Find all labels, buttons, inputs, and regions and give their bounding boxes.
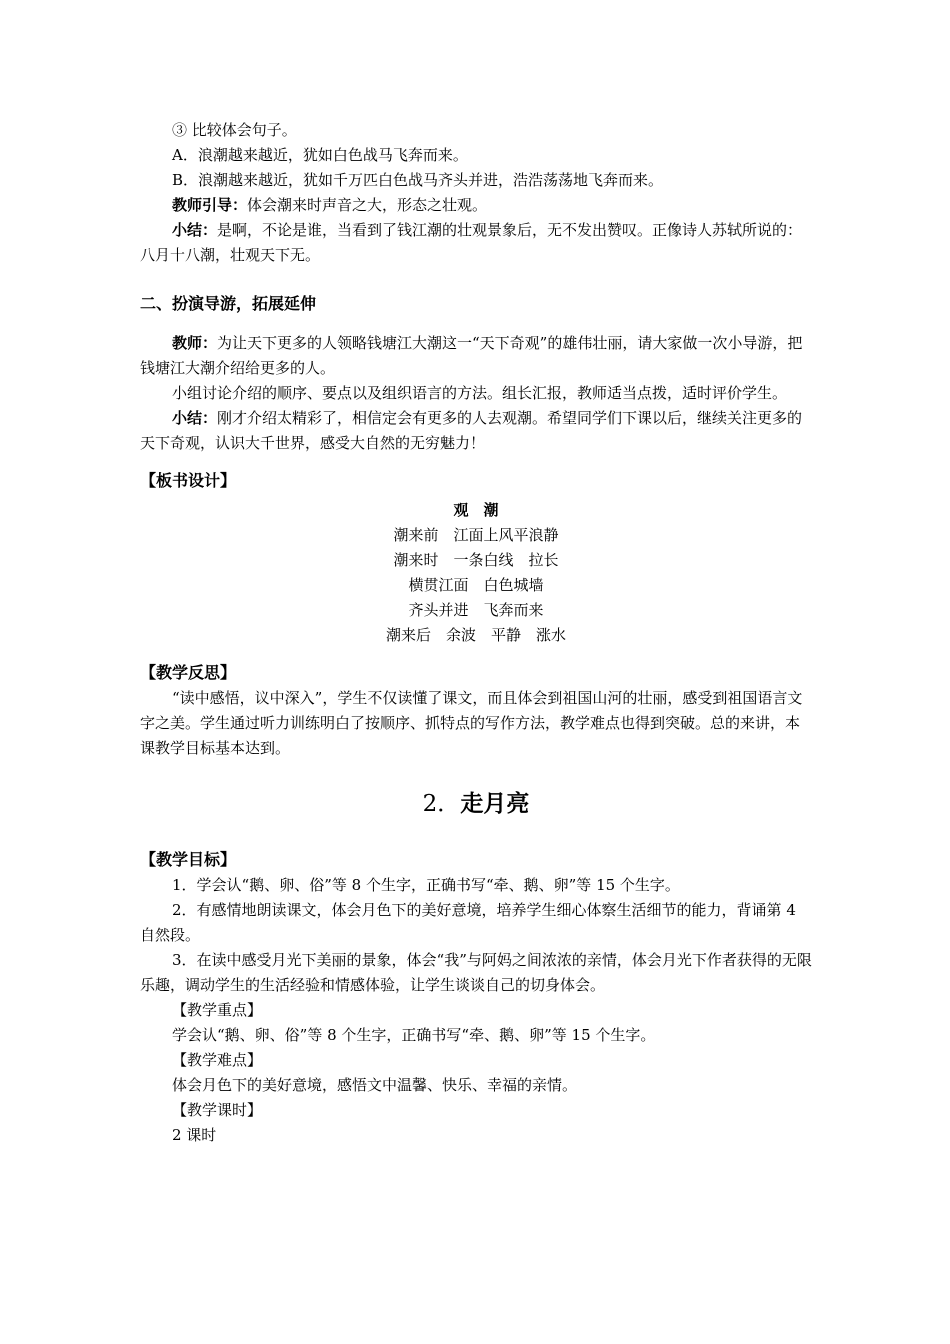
board-design xyxy=(140,498,812,648)
teacher-label: 教师： xyxy=(172,334,218,352)
teacher-text: 为让天下更多的人领略钱塘江大潮这一“天下奇观”的雄伟壮丽，请大家做一次小导游，把钱塘江大潮介绍给更多的人。 xyxy=(140,334,803,377)
board-design-heading: 【板书设计】 xyxy=(140,471,237,490)
board-line: 横贯江面 白色城墙 xyxy=(408,576,544,594)
teacher-guide xyxy=(140,193,812,218)
summary-1-text: 是啊，不论是谁，当看到了钱江潮的壮观景象后，无不发出赞叹。正像诗人苏轼所说的：八月十八潮，壮观天下无。 xyxy=(140,221,803,264)
board-title: 观 潮 xyxy=(453,501,499,519)
teacher-paragraph xyxy=(140,331,812,381)
summary-2-label: 小结： xyxy=(172,409,218,427)
board-line: 潮来后 余波 平静 涨水 xyxy=(385,626,566,644)
goal-item: 1．学会认“鹅、卵、俗”等 8 个生字，正确书写“牵、鹅、卵”等 15 个生字。 xyxy=(172,876,680,894)
summary-2 xyxy=(140,406,812,456)
class-hours-heading: 【教学课时】 xyxy=(172,1101,263,1119)
class-hours-text: 2 课时 xyxy=(172,1126,217,1144)
summary-2-text: 刚才介绍太精彩了，相信定会有更多的人去观潮。希望同学们下课以后，继续关注更多的天下奇观，认识大千世界，感受大自然的无穷魅力！ xyxy=(140,409,803,452)
reflection-text: “读中感悟，议中深入”，学生不仅读懂了课文，而且体会到祖国山河的壮丽，感受到祖国语言文字之美。学生通过听力训练明白了按顺序、抓特点的写作方法，教学难点也得到突破。总的来讲，本课教学目标基本达到。 xyxy=(140,689,803,757)
compare-sentences-line: ③ 比较体会句子。 xyxy=(172,121,297,139)
difficulty-heading: 【教学难点】 xyxy=(172,1051,263,1069)
teacher-guide-text: 体会潮来时声音之大，形态之壮观。 xyxy=(247,196,488,214)
lesson-name: 走月亮 xyxy=(460,791,530,817)
key-points-text: 学会认“鹅、卵、俗”等 8 个生字，正确书写“牵、鹅、卵”等 15 个生字。 xyxy=(172,1026,656,1044)
lesson-number: 2． xyxy=(422,791,461,817)
lesson-2-title xyxy=(140,787,812,821)
document-page xyxy=(140,118,812,1148)
group-discussion: 小组讨论介绍的顺序、要点以及组织语言的方法。组长汇报，教师适当点拨，适时评价学生。 xyxy=(172,384,788,402)
board-line: 齐头并进 飞奔而来 xyxy=(408,601,544,619)
summary-1 xyxy=(140,218,812,268)
key-points-heading: 【教学重点】 xyxy=(172,1001,263,1019)
summary-1-label: 小结： xyxy=(172,221,218,239)
goal-item: 2．有感情地朗读课文，体会月色下的美好意境，培养学生细心体察生活细节的能力，背诵第 4 自然段。 xyxy=(140,901,796,944)
sentence-a: A．浪潮越来越近，犹如白色战马飞奔而来。 xyxy=(172,146,468,164)
board-line: 潮来前 江面上风平浪静 xyxy=(393,526,559,544)
sentence-b: B．浪潮越来越近，犹如千万匹白色战马齐头并进，浩浩荡荡地飞奔而来。 xyxy=(172,171,664,189)
difficulty-text: 体会月色下的美好意境，感悟文中温馨、快乐、幸福的亲情。 xyxy=(172,1076,578,1094)
goals-heading: 【教学目标】 xyxy=(140,850,237,869)
board-line: 潮来时 一条白线 拉长 xyxy=(393,551,559,569)
section-2-heading: 二、扮演导游，拓展延伸 xyxy=(140,294,317,313)
teacher-guide-label: 教师引导： xyxy=(172,196,248,214)
reflection-heading: 【教学反思】 xyxy=(140,663,237,682)
goal-item: 3．在读中感受月光下美丽的景象，体会“我”与阿妈之间浓浓的亲情，体会月光下作者获得的无限乐趣，调动学生的生活经验和情感体验，让学生谈谈自己的切身体会。 xyxy=(140,951,812,994)
